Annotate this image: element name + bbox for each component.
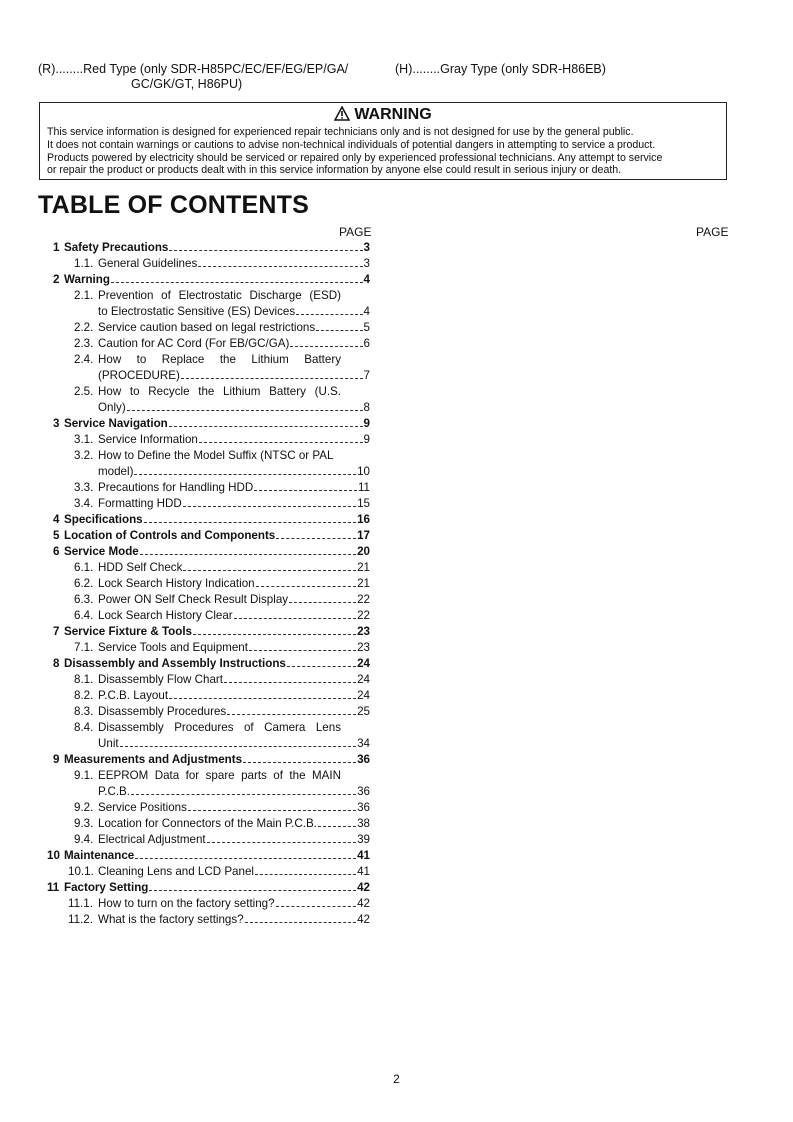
toc-section-row[interactable] xyxy=(0,304,400,320)
toc-entry-number: 3.3. xyxy=(74,481,94,494)
toc-leader-dots xyxy=(198,266,363,267)
toc-section-row[interactable] xyxy=(0,720,400,736)
toc-entry-number: 8.3. xyxy=(74,705,94,718)
toc-entry-number: 3.1. xyxy=(74,433,94,446)
toc-entry-page: 6 xyxy=(363,337,370,350)
toc-entry-page: 36 xyxy=(357,785,370,798)
toc-leader-dots xyxy=(169,698,356,699)
toc-entry-title: EEPROM Data for spare parts of the MAIN xyxy=(98,769,341,782)
toc-entry-title: Caution for AC Cord (For EB/GC/GA) xyxy=(98,337,290,350)
toc-entry-page: 4 xyxy=(363,273,370,286)
toc-chapter-row[interactable] xyxy=(0,512,400,528)
page-column-label-right: PAGE xyxy=(696,225,729,239)
toc-section-row[interactable] xyxy=(0,768,400,784)
toc-entry-number: 5 xyxy=(53,529,60,542)
warning-box xyxy=(39,102,727,180)
warning-heading xyxy=(40,106,726,124)
toc-leader-dots xyxy=(290,346,363,347)
toc-entry-title: General Guidelines xyxy=(98,257,198,270)
toc-leader-dots xyxy=(183,570,356,571)
toc-leader-dots xyxy=(131,794,356,795)
toc-entry-title: (PROCEDURE) xyxy=(98,369,180,382)
toc-entry-page: 24 xyxy=(357,657,370,670)
toc-section-row[interactable] xyxy=(0,432,400,448)
toc-entry-title: Service caution based on legal restrictions xyxy=(98,321,316,334)
toc-leader-dots xyxy=(245,922,356,923)
gray-type-note: (H)........Gray Type (only SDR-H86EB) xyxy=(395,62,606,76)
toc-entry-title: Precautions for Handling HDD xyxy=(98,481,254,494)
toc-leader-dots xyxy=(193,634,356,635)
toc-entry-page: 9 xyxy=(363,433,370,446)
toc-section-row[interactable] xyxy=(0,800,400,816)
toc-entry-number: 11.1. xyxy=(68,897,93,910)
toc-leader-dots xyxy=(127,410,363,411)
toc-entry-number: 3.2. xyxy=(74,449,94,462)
toc-entry-page: 36 xyxy=(357,801,370,814)
toc-section-row[interactable] xyxy=(0,816,400,832)
toc-entry-title: Service Positions xyxy=(98,801,187,814)
toc-leader-dots xyxy=(227,714,356,715)
toc-entry-title: Disassembly Procedures xyxy=(98,705,227,718)
toc-entry-title: How to Define the Model Suffix (NTSC or PAL xyxy=(98,449,334,462)
toc-section-row[interactable] xyxy=(0,640,400,656)
toc-section-row[interactable] xyxy=(0,560,400,576)
toc-entry-page: 22 xyxy=(357,593,370,606)
toc-leader-dots xyxy=(249,650,356,651)
toc-entry-title: Specifications xyxy=(64,513,143,526)
toc-entry-number: 6 xyxy=(53,545,60,558)
toc-section-row[interactable] xyxy=(0,688,400,704)
toc-entry-title: Maintenance xyxy=(64,849,135,862)
toc-section-row[interactable] xyxy=(0,672,400,688)
toc-entry-page: 34 xyxy=(357,737,370,750)
toc-chapter-row[interactable] xyxy=(0,880,400,896)
toc-entry-page: 42 xyxy=(357,881,370,894)
toc-entry-page: 25 xyxy=(357,705,370,718)
toc-leader-dots xyxy=(140,554,356,555)
toc-section-row[interactable] xyxy=(0,480,400,496)
toc-entry-page: 24 xyxy=(357,673,370,686)
toc-title: TABLE OF CONTENTS xyxy=(38,191,309,219)
toc-chapter-row[interactable] xyxy=(0,240,400,256)
toc-chapter-row[interactable] xyxy=(0,272,400,288)
page-column-label: PAGE xyxy=(339,225,372,239)
toc-leader-dots xyxy=(135,858,356,859)
toc-entry-title: Location for Connectors of the Main P.C.B. xyxy=(98,817,317,830)
toc-entry-title: Measurements and Adjustments xyxy=(64,753,243,766)
toc-entry-title: Electrical Adjustment xyxy=(98,833,206,846)
toc-entry-page: 21 xyxy=(357,577,370,590)
toc-entry-title: Location of Controls and Components xyxy=(64,529,276,542)
toc-entry-title: How to turn on the factory setting? xyxy=(98,897,275,910)
warning-title: WARNING xyxy=(354,106,432,123)
toc-entry-title: What is the factory settings? xyxy=(98,913,244,926)
toc-section-row[interactable] xyxy=(0,912,400,928)
toc-entry-number: 2.1. xyxy=(74,289,94,302)
toc-section-row[interactable] xyxy=(0,592,400,608)
toc-entry-page: 23 xyxy=(357,625,370,638)
toc-entry-title: Prevention of Electrostatic Discharge (ESD) xyxy=(98,289,341,302)
toc-entry-number: 8.1. xyxy=(74,673,94,686)
toc-entry-number: 6.3. xyxy=(74,593,94,606)
toc-entry-title: Lock Search History Indication xyxy=(98,577,255,590)
toc-entry-page: 5 xyxy=(363,321,370,334)
toc-entry-title: Service Fixture & Tools xyxy=(64,625,193,638)
toc-entry-title: model) xyxy=(98,465,134,478)
toc-entry-page: 3 xyxy=(363,257,370,270)
toc-entry-page: 38 xyxy=(357,817,370,830)
toc-leader-dots xyxy=(181,378,363,379)
toc-entry-number: 10 xyxy=(47,849,60,862)
toc-section-row[interactable] xyxy=(0,832,400,848)
toc-entry-page: 7 xyxy=(363,369,370,382)
toc-entry-page: 8 xyxy=(363,401,370,414)
toc-entry-page: 17 xyxy=(357,529,370,542)
toc-entry-title: Factory Setting xyxy=(64,881,149,894)
warning-line: or repair the product or products dealt with in this service information by anyone else could result in serious injury or death. xyxy=(47,164,622,177)
toc-chapter-row[interactable] xyxy=(0,624,400,640)
toc-section-row[interactable] xyxy=(0,352,400,368)
toc-entry-title: Safety Precautions xyxy=(64,241,169,254)
toc-entry-number: 9.1. xyxy=(74,769,94,782)
toc-entry-page: 42 xyxy=(357,897,370,910)
toc-entry-number: 2.4. xyxy=(74,353,94,366)
toc-leader-dots xyxy=(111,282,363,283)
toc-entry-page: 36 xyxy=(357,753,370,766)
toc-entry-title: How to Recycle the Lithium Battery (U.S. xyxy=(98,385,341,398)
warning-triangle-icon xyxy=(334,106,350,121)
toc-entry-title: P.C.B. xyxy=(98,785,131,798)
toc-section-row[interactable] xyxy=(0,608,400,624)
toc-entry-number: 8.4. xyxy=(74,721,94,734)
toc-entry-page: 20 xyxy=(357,545,370,558)
toc-entry-number: 4 xyxy=(53,513,60,526)
toc-entry-number: 3 xyxy=(53,417,60,430)
table-of-contents xyxy=(0,240,400,928)
toc-leader-dots xyxy=(296,314,363,315)
toc-leader-dots xyxy=(255,874,356,875)
toc-entry-page: 10 xyxy=(357,465,370,478)
toc-leader-dots xyxy=(287,666,356,667)
toc-entry-title: Warning xyxy=(64,273,110,286)
toc-leader-dots xyxy=(316,330,363,331)
toc-entry-page: 11 xyxy=(357,481,370,494)
toc-entry-number: 2.5. xyxy=(74,385,94,398)
toc-section-row[interactable] xyxy=(0,288,400,304)
toc-entry-number: 2.3. xyxy=(74,337,94,350)
toc-entry-number: 7.1. xyxy=(74,641,94,654)
toc-entry-title: Unit xyxy=(98,737,119,750)
toc-leader-dots xyxy=(318,826,356,827)
toc-entry-number: 6.1. xyxy=(74,561,94,574)
toc-leader-dots xyxy=(169,250,363,251)
toc-leader-dots xyxy=(134,474,356,475)
toc-entry-title: Formatting HDD xyxy=(98,497,182,510)
toc-leader-dots xyxy=(224,682,356,683)
toc-entry-title: Only) xyxy=(98,401,126,414)
toc-entry-number: 6.2. xyxy=(74,577,94,590)
toc-entry-title: P.C.B. Layout xyxy=(98,689,169,702)
toc-leader-dots xyxy=(120,746,356,747)
toc-entry-page: 21 xyxy=(357,561,370,574)
toc-section-row[interactable] xyxy=(0,400,400,416)
toc-section-row[interactable] xyxy=(0,496,400,512)
toc-entry-page: 3 xyxy=(363,241,370,254)
toc-entry-title: Cleaning Lens and LCD Panel xyxy=(98,865,254,878)
toc-entry-number: 2.2. xyxy=(74,321,94,334)
toc-section-row[interactable] xyxy=(0,864,400,880)
toc-entry-page: 39 xyxy=(357,833,370,846)
toc-section-row[interactable] xyxy=(0,704,400,720)
red-type-note-continued: GC/GK/GT, H86PU) xyxy=(131,77,243,91)
toc-leader-dots xyxy=(234,618,356,619)
toc-entry-page: 15 xyxy=(357,497,370,510)
toc-entry-page: 41 xyxy=(357,865,370,878)
toc-leader-dots xyxy=(144,522,356,523)
toc-entry-page: 23 xyxy=(357,641,370,654)
toc-entry-page: 16 xyxy=(357,513,370,526)
toc-chapter-row[interactable] xyxy=(0,752,400,768)
toc-entry-number: 7 xyxy=(53,625,60,638)
toc-entry-number: 1.1. xyxy=(74,257,94,270)
toc-section-row[interactable] xyxy=(0,896,400,912)
toc-section-row[interactable] xyxy=(0,336,400,352)
toc-leader-dots xyxy=(276,538,356,539)
toc-entry-number: 1 xyxy=(53,241,60,254)
toc-entry-title: How to Replace the Lithium Battery xyxy=(98,353,341,366)
toc-chapter-row[interactable] xyxy=(0,848,400,864)
toc-entry-number: 6.4. xyxy=(74,609,94,622)
toc-entry-number: 3.4. xyxy=(74,497,94,510)
toc-chapter-row[interactable] xyxy=(0,544,400,560)
toc-entry-page: 24 xyxy=(357,689,370,702)
toc-section-row[interactable] xyxy=(0,576,400,592)
toc-entry-title: Service Mode xyxy=(64,545,139,558)
toc-entry-number: 10.1. xyxy=(68,865,94,878)
toc-entry-title: HDD Self Check xyxy=(98,561,183,574)
toc-entry-number: 9.4. xyxy=(74,833,94,846)
toc-entry-title: Power ON Self Check Result Display xyxy=(98,593,289,606)
toc-section-row[interactable] xyxy=(0,256,400,272)
toc-leader-dots xyxy=(243,762,356,763)
toc-section-row[interactable] xyxy=(0,368,400,384)
toc-leader-dots xyxy=(149,890,356,891)
toc-entry-title: Lock Search History Clear xyxy=(98,609,233,622)
toc-entry-number: 11.2. xyxy=(68,913,93,926)
warning-text xyxy=(47,126,662,177)
toc-leader-dots xyxy=(199,442,363,443)
toc-section-row[interactable] xyxy=(0,384,400,400)
toc-leader-dots xyxy=(254,490,357,491)
warning-line: This service information is designed for experienced repair technicians only and is not designed for use by the general public. xyxy=(47,126,634,138)
red-type-note: (R)........Red Type (only SDR-H85PC/EC/EF/EG/EP/GA/ xyxy=(38,62,349,76)
toc-entry-number: 8 xyxy=(53,657,60,670)
toc-entry-page: 41 xyxy=(357,849,370,862)
toc-entry-number: 9.3. xyxy=(74,817,94,830)
warning-line: It does not contain warnings or cautions to advise non-technical individuals of potential dangers in attempting to service a product. xyxy=(47,138,656,151)
toc-leader-dots xyxy=(276,906,356,907)
toc-section-row[interactable] xyxy=(0,464,400,480)
warning-line: Products powered by electricity should be serviced or repaired only by experienced professional technicians. Any attempt to service xyxy=(47,151,663,164)
toc-chapter-row[interactable] xyxy=(0,528,400,544)
toc-leader-dots xyxy=(188,810,356,811)
toc-leader-dots xyxy=(183,506,356,507)
toc-section-row[interactable] xyxy=(0,784,400,800)
toc-entry-title: to Electrostatic Sensitive (ES) Devices xyxy=(98,305,296,318)
toc-entry-number: 8.2. xyxy=(74,689,94,702)
toc-entry-title: Disassembly and Assembly Instructions xyxy=(64,657,286,670)
toc-entry-title: Service Tools and Equipment xyxy=(98,641,248,654)
toc-entry-title: Disassembly Flow Chart xyxy=(98,673,223,686)
toc-section-row[interactable] xyxy=(0,736,400,752)
toc-entry-number: 11 xyxy=(47,881,60,894)
toc-entry-page: 4 xyxy=(363,305,370,318)
toc-entry-page: 22 xyxy=(357,609,370,622)
toc-chapter-row[interactable] xyxy=(0,416,400,432)
toc-leader-dots xyxy=(289,602,356,603)
toc-entry-page: 42 xyxy=(357,913,370,926)
toc-entry-title: Service Information xyxy=(98,433,198,446)
toc-section-row[interactable] xyxy=(0,320,400,336)
toc-entry-number: 9 xyxy=(53,753,60,766)
toc-entry-page: 9 xyxy=(363,417,370,430)
toc-entry-title: Disassembly Procedures of Camera Lens xyxy=(98,721,341,734)
toc-leader-dots xyxy=(256,586,356,587)
toc-entry-title: Service Navigation xyxy=(64,417,168,430)
toc-chapter-row[interactable] xyxy=(0,656,400,672)
toc-entry-number: 9.2. xyxy=(74,801,94,814)
toc-leader-dots xyxy=(207,842,356,843)
toc-leader-dots xyxy=(169,426,363,427)
toc-section-row[interactable] xyxy=(0,448,400,464)
toc-entry-number: 2 xyxy=(53,273,60,286)
page-number: 2 xyxy=(393,1072,400,1086)
